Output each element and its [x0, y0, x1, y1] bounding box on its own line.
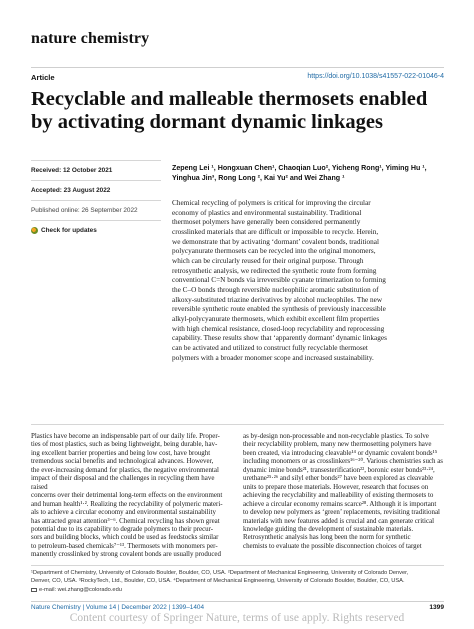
accepted-date: Accepted: 23 August 2022 — [31, 180, 161, 200]
footer-citation: Nature Chemistry | Volume 14 | December 2022 | 1399–1404 — [31, 604, 205, 611]
body-column-right: as by-design non-processable and non-recyclable plastics. To solve their recyclability problem, many new thermosetting polymers have been created, via introducing cleavable¹⁴ or dynamic covalent bonds¹⁵ including monomers or as crosslinkers¹⁶⁻²⁰. Various chemistries such as dynamic imine bonds²¹, transesterification²², boronic ester bonds²³·²⁴, urethane²⁵·²⁶ and silyl ether bonds²⁷ have been explored as cleavable units to prepare those materials. However, research that focuses on achieving the recyclability and malleability of existing thermosets to achieve a circular economy remains scarce²⁸. Although it is important to develop new polymers as ‘green’ replacements, revisiting traditional materials with new features added is crucial and can generate critical knowledge guiding the development of sustainable materials. Retrosynthetic analysis has long been the norm for synthetic chemists to evaluate the possible disconnection choices of target — [243, 432, 443, 550]
email-address[interactable]: e-mail: wei.zhang@colorado.edu — [39, 587, 122, 593]
author-list — [172, 163, 444, 183]
affiliations: ¹Department of Chemistry, University of Colorado Boulder, Boulder, CO, USA. ²Department of Mechanical Engineering, University of Colorado Denver, Denver, CO, USA. ³RockyTech, Ltd., Boulder, CO, USA. ⁴Department of Mechanical Engineering, University of Colorado Boulder, Boulder, CO, USA. — [31, 570, 409, 584]
abstract: Chemical recycling of polymers is critical for improving the circular economy of plastics and environmental sustainability. Traditional thermoset polymers have generally been considered permanently crosslinked materials that are difficult or impossible to recycle. Herein, we demonstrate that by activating ‘dormant’ covalent bonds, traditional polycyanurate thermosets can be recycled into the original monomers, which can be circularly reused for their original purpose. Through retrosynthetic analysis, we redirected the synthetic route from forming conventional C=N bonds via irreversible cyanate trimerization to forming the C–O bonds through reversible nucleophilic aromatic substitution of alkoxy-substituted triazine derivatives by alcohol nucleophiles. The new reversible synthetic route enabled the synthesis of previously inaccessible alkyl-polycyanurate thermosets, which exhibit excellent film properties with high chemical resistance, closed-loop recyclability and reprocessing capability. These results show that ‘apparently dormant’ dynamic linkages can be activated and utilized to construct fully recyclable thermoset polymers with a broader monomer scope and increased sustainability. — [172, 199, 387, 362]
page-number: 1399 — [429, 604, 444, 611]
author-line-2: Yinghua Jin³, Rong Long ², Kai Yu² and Wei Zhang ¹ — [172, 174, 345, 182]
affiliation-divider — [31, 565, 444, 566]
article-title: Recyclable and malleable thermosets enabled by activating dormant dynamic linkages — [31, 88, 428, 133]
check-for-updates-button[interactable] — [31, 220, 161, 240]
check-updates-icon — [31, 227, 38, 234]
article-history — [31, 160, 161, 240]
received-date: Received: 12 October 2021 — [31, 160, 161, 180]
doi-link[interactable]: https://doi.org/10.1038/s41557-022-01046-4 — [307, 73, 444, 80]
article-type: Article — [31, 73, 55, 82]
body-column-left: Plastics have become an indispensable part of our daily life. Proper- ties of most plastics, such as being lightweight, being durable, hav- ing excellent barrier properties and being low cost, have brought tremendous social benefits and technological advances. However, the ever-increasing demand for plastics, the negative environmental impact of their disposal and the challenges in recycling them have raised concerns over their detrimental long-term effects on the environment and human health¹·². Realizing the recyclability of polymeric materi- als to achieve a circular economy and environmental sustainability has attracted great attention³⁻⁶. Chemical recycling has shown great potential due to its capability to degrade polymers to their precur- sors and building blocks, which could be used as feedstocks similar to petroleum-based chemicals⁷⁻¹³. Thermosets with monomers per- manently crosslinked by strong covalent bonds are usually produced — [31, 432, 223, 559]
abstract-divider — [31, 424, 444, 425]
check-updates-label: Check for updates — [41, 227, 97, 234]
published-date: Published online: 26 September 2022 — [31, 200, 161, 220]
watermark: Content courtesy of Springer Nature, terms of use apply. Rights reserved — [69, 612, 405, 624]
header-divider — [31, 67, 444, 68]
envelope-icon — [31, 588, 37, 592]
correspondence-email[interactable] — [31, 587, 122, 593]
author-line-1: Zepeng Lei ¹, Hongxuan Chen¹, Chaoqian Luo², Yicheng Rong¹, Yiming Hu ¹, — [172, 164, 427, 172]
journal-name: nature chemistry — [31, 30, 150, 47]
footer-divider — [31, 601, 444, 602]
